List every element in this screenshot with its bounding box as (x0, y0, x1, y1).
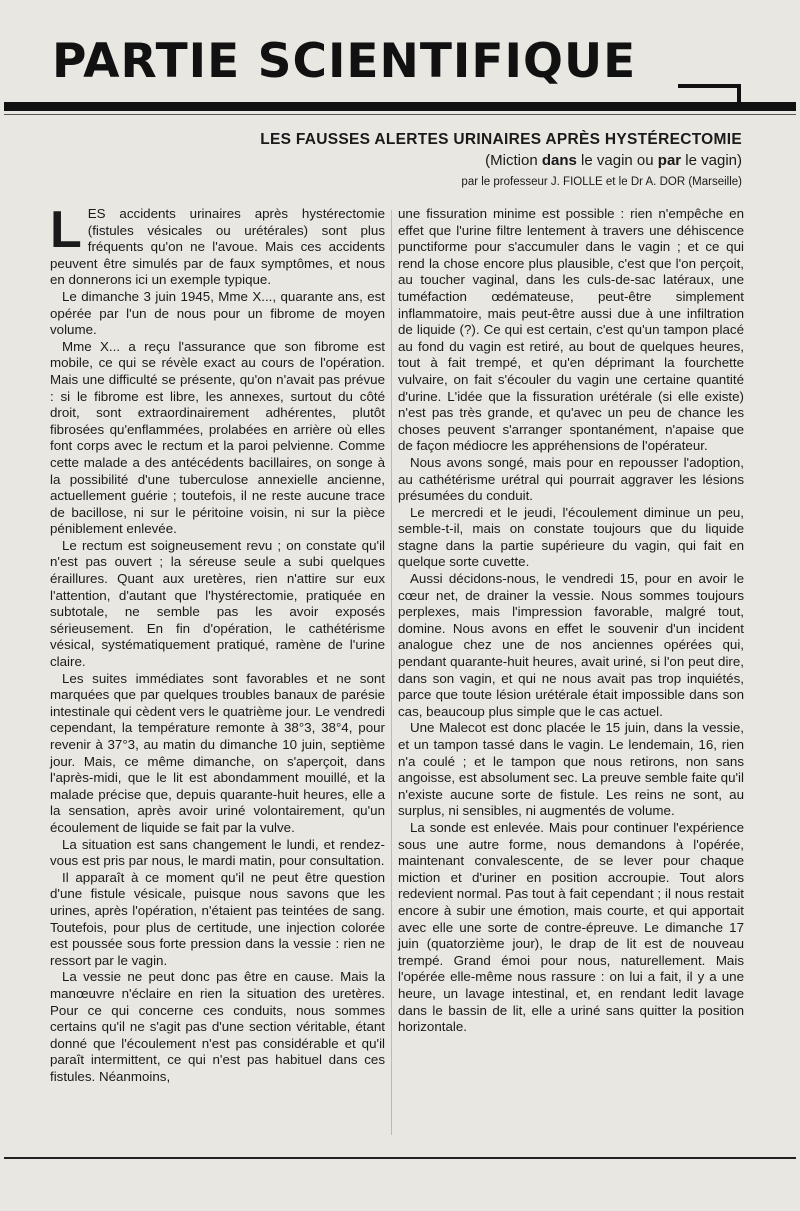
paragraph: Une Malecot est donc placée le 15 juin, dans la vessie, et un tampon tassé dans le vagin. Le lendemain, 16, rien n'a coulé ; et le tampon que nous retirons, non sans angoisse, est absolument sec. La preuve semble faite qu'il n'existe aucune sorte de fistule. Les reins ne sont, au surplus, ni sensibles, ni augmentés de volume. (398, 720, 744, 819)
article-subtitle (260, 150, 742, 171)
column-divider (391, 210, 392, 1135)
paragraph: La sonde est enlevée. Mais pour continuer l'expérience sous une autre forme, nous demandons à l'opérée, maintenant convalescente, de se lever pour chaque miction et d'uriner en position accroupie. Tout alors redevient normal. Pas tout à fait cependant ; il nous restait encore à subir une émotion, mais courte, et qui apportait avec elle une sorte de contre-épreuve. Le dimanche 17 juin (quatorzième jour), le drap de lit est de nouveau trempé. Grand émoi pour nous, naturellement. Mais l'opérée elle-même nous rassure : on lui a fait, il y a une heure, un lavage intestinal, et, en rendant ledit lavage dans le bassin de lit, elle a uriné sans quitter la position horizontale. (398, 819, 744, 1035)
paragraph: Mme X... a reçu l'assurance que son fibrome est mobile, ce qui se révèle exact au cours de l'opération. Mais une difficulté se présente, qu'on n'avait pas prévue : si le fibrome est libre, les annexes, surtout du côté droit, sont extraordinairement adhérentes, plutôt fibrosées qu'enflammées, prolabées en arrière où elles font corps avec le rectum et la paroi pelvienne. Comme cette malade a des antécédents bacillaires, on songe à la possibilité d'une tuberculose annexielle ancienne, actuellement guérie ; toutefois, il ne reste aucune trace de bacillose, ni sur le péritoine voisin, ni sur la pièce péniblement enlevée. (50, 338, 385, 537)
subtitle-part: dans (541, 152, 577, 169)
paragraph: Aussi décidons-nous, le vendredi 15, pour en avoir le cœur net, de drainer la vessie. Nous sommes toujours perplexes, mais l'impression favorable, malgré tout, domine. Nous avons en effet le souvenir d'un incident analogue chez une de nos anciennes opérées qui, pendant quarante-huit heures, avait uriné, si l'on peut dire, dans son vagin, et qui ne nous avait pas trop inquiétés, parce que toute lésion urétérale était impossible dans son cas, beaucoup plus simple que le cas actuel. (398, 571, 744, 719)
paragraph: Les suites immédiates sont favorables et ne sont marquées que par quelques troubles banaux de parésie intestinale qui cèdent vers le quatrième jour. Le vendredi cependant, la température remonte à 38°3, 38°4, pour revenir à 37°3, au matin du dimanche 10 juin, septième jour. Mais, ce même dimanche, on s'aperçoit, dans l'après-midi, que le lit est abondamment mouillé, et la malade précise que, depuis quarante-huit heures, elle a la sensation, après avoir uriné volontairement, qu'un écoulement de liquide se fait par la vulve. (50, 670, 385, 835)
article-byline (260, 174, 742, 191)
subtitle-part: le vagin ou (581, 152, 654, 169)
paragraph: Le rectum est soigneusement revu ; on constate qu'il n'est pas ouvert ; la séreuse seule a subi quelques éraillures. Quant aux uretères, rien n'attire sur eux l'attention, d'autant que l'hystérectomie, pratiquée en subtotale, ne semble pas les avoir exposés sérieusement. En fin d'opération, le cathétérisme vésical, systématiquement pratiqué, ramène de l'urine claire. (50, 537, 385, 670)
heading-rule-tick (737, 84, 741, 102)
subtitle-part: par (657, 152, 682, 169)
subtitle-part: (Miction (485, 152, 538, 169)
paragraph: Le mercredi et le jeudi, l'écoulement diminue un peu, semble-t-il, mais on constate toujours que du liquide stagne dans la partie supérieure du vagin, qui fait en quelque sorte cuvette. (398, 504, 744, 570)
paragraph: Nous avons songé, mais pour en repousser l'adoption, au cathétérisme urétral qui pourrait aggraver les lésions présumées du conduit. (398, 454, 744, 504)
header-rule-thick (4, 102, 796, 111)
drop-cap: L (50, 201, 82, 259)
paragraph-text: ES accidents urinaires après hystérectomie (fistules vésicales ou urétérales) sont plus fréquents qu'on ne l'avoue. Mais ces accidents peuvent être simulés par de faux symptômes, et nous en donnerons ici un exemple typique. (50, 206, 385, 288)
footer-rule (4, 1157, 796, 1159)
paragraph: Le dimanche 3 juin 1945, Mme X..., quarante ans, est opérée par l'un de nous pour un fibrome de moyen volume. (50, 288, 385, 338)
heading-rule (678, 84, 740, 88)
section-heading: PARTIE SCIENTIFIQUE (52, 34, 637, 89)
paragraph: Il apparaît à ce moment qu'il ne peut être question d'une fistule vésicale, puisque nous savons que les urines, après l'opération, n'étaient pas teintées de sang. Toutefois, pour plus de certitude, une injection colorée est poussée sous forte pression dans la vessie : rien ne ressort par le vagin. (50, 869, 385, 968)
byline-authors: J. FIOLLE et le Dr A. DOR (Marseille) (550, 176, 742, 188)
paragraph: La situation est sans changement le lundi, et rendez-vous est pris par nous, le mardi matin, pour consultation. (50, 836, 385, 869)
header-rule-thin (4, 114, 796, 115)
text-column-right (398, 206, 744, 1036)
paragraph: La vessie ne peut donc pas être en cause. Mais la manœuvre n'éclaire en rien la situation des uretères. Pour ce qui concerne ces conduits, nous sommes certains qu'il ne s'agit pas d'une section véritable, étant donné que l'écoulement n'est pas considérable et qu'il paraît intermittent, ce qui n'est pas habituel dans ces fistules. Néanmoins, (50, 969, 385, 1084)
subtitle-part: le vagin) (685, 152, 742, 169)
byline-prefix: par le professeur (461, 176, 548, 188)
paragraph: une fissuration minime est possible : rien n'empêche en effet que l'urine filtre lentement à travers une déhiscence punctiforme pour s'accumuler dans le vagin ; et ce qui rend la chose encore plus plausible, c'est que l'on perçoit, au toucher vaginal, dans les culs-de-sac latéraux, une tuméfaction œdémateuse, peut-être simplement inflammatoire, mais peut-être aussi due à une infiltration de liquide (?). Ce qui est certain, c'est qu'un tampon placé au fond du vagin est retiré, au bout de quelques heures, tout à fait trempé, et qu'en déprimant la fourchette vulvaire, on fait s'écouler du vagin une certaine quantité d'urine. L'idée que la fissuration urétérale (si elle existe) n'est pas très grande, et qu'avec un peu de chance les choses peuvent s'arranger spontanément, n'apaise que de façon médiocre les appréhensions de l'opérateur. (398, 206, 744, 454)
article-title: LES FAUSSES ALERTES URINAIRES APRÈS HYSTÉRECTOMIE (260, 131, 742, 148)
article-title-block (260, 130, 742, 191)
text-column-left (50, 201, 385, 1085)
paragraph (50, 201, 385, 289)
